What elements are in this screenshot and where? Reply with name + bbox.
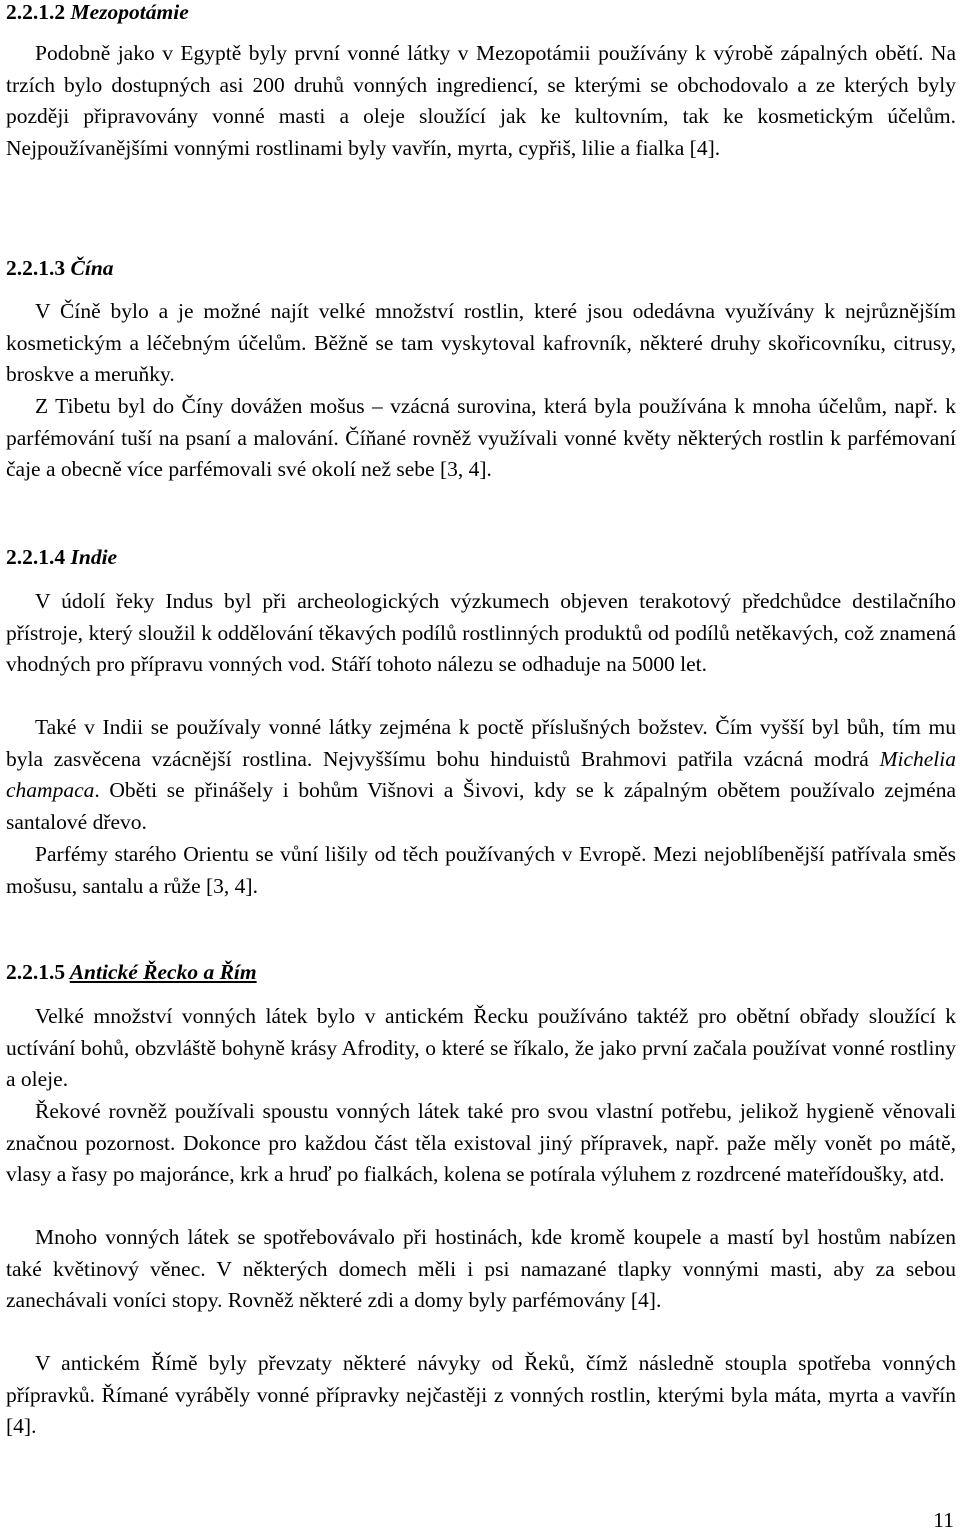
section-number: 2.2.1.2 (6, 0, 66, 24)
section-title: Indie (70, 545, 118, 569)
paragraph: V Číně bylo a je možné najít velké množství rostlin, které jsou odedávna využívány k nejrůznějším kosmetickým a léčebným účelům. Běžně se tam vyskytoval kafrovník, některé druhy skořicovníku, citrusy, broskve a meruňky. (6, 299, 956, 386)
paragraph: V antickém Římě byly převzaty některé návyky od Řeků, čímž následně stoupla spotřeba vonných přípravků. Římané vyráběly vonné přípravky nejčastěji z vonných rostlin, kterými byla máta, myrta a vavřín [4]. (6, 1351, 956, 1438)
paragraph: Velké množství vonných látek bylo v antickém Řecku používáno taktéž pro obětní obřady sloužící k uctívání bohů, obzvláště bohyně krásy Afrodity, o které se říkalo, že jako první začala používat vonné rostliny a oleje. (6, 1004, 956, 1091)
page-number: 11 (933, 1508, 954, 1532)
section-title: Antické Řecko a Řím (69, 960, 257, 984)
section-title: Čína (70, 256, 114, 280)
paragraph: Z Tibetu byl do Číny dovážen mošus – vzácná surovina, která byla používána k mnoha účelům, např. k parfémování tuší na psaní a malování. Číňané rovněž využívali vonné květy některých rostlin k parfémovaní čaje a obecně více parfémovali své okolí než sebe [3, 4]. (6, 394, 956, 481)
section-heading-china (6, 253, 114, 283)
section-number: 2.2.1.3 (6, 256, 66, 280)
section-number: 2.2.1.5 (6, 960, 66, 984)
section-title: Mezopotámie (70, 0, 189, 24)
paragraph: Podobně jako v Egyptě byly první vonné látky v Mezopotámii používány k výrobě zápalných obětí. Na trzích bylo dostupných asi 200 druhů vonných ingrediencí, se kterými se obchodovalo a ze kterých byly později připravovány vonné masti a oleje sloužící jak ke kultovním, tak ke kosmetickým účelům. Nejpoužívanějšími vonnými rostlinami byly vavřín, myrta, cypřiš, lilie a fialka [4]. (6, 41, 956, 160)
section-heading-india (6, 542, 117, 572)
section-heading-greece-rome (6, 957, 257, 987)
paragraph: Parfémy starého Orientu se vůní lišily od těch používaných v Evropě. Mezi nejoblíbenější patřívala směs mošusu, santalu a růže [3, 4]. (6, 842, 956, 898)
section-number: 2.2.1.4 (6, 545, 66, 569)
paragraph-with-italic (6, 712, 956, 838)
paragraph-text: . Oběti se přinášely i bohům Višnovi a Šivovi, kdy se k zápalným obětem používalo zejména santalové dřevo. (6, 778, 956, 834)
species-name: Michelia champaca (6, 746, 956, 802)
paragraph: Řekové rovněž používali spoustu vonných látek také pro svou vlastní potřebu, jelikož hygieně věnovali značnou pozornost. Dokonce pro každou část těla existoval jiný přípravek, např. paže měly vonět po mátě, vlasy a řasy po majoránce, krk a hruď po fialkách, kolena se potírala výluhem z rozdrcené mateřídoušky, atd. (6, 1099, 956, 1186)
paragraph-text: Také v Indii se používaly vonné látky zejména k poctě příslušných božstev. Čím vyšší byl bůh, tím mu byla zasvěcena vzácnější rostlina. Nejvyššímu bohu hinduistů Brahmovi patřila vzácná modrá (6, 715, 956, 771)
paragraph: Mnoho vonných látek se spotřebovávalo při hostinách, kde kromě koupele a mastí byl hostům nabízen také květinový věnec. V některých domech měli i psi namazané tlapky vonnými masti, aby za sebou zanechávali voníci stopy. Rovněž některé zdi a domy byly parfémovány [4]. (6, 1225, 956, 1312)
section-heading-mesopotamia (6, 0, 189, 27)
paragraph: V údolí řeky Indus byl při archeologických výzkumech objeven terakotový předchůdce destilačního přístroje, který sloužil k oddělování těkavých podílů rostlinných produktů od podílů netěkavých, což znamená vhodných pro přípravu vonných vod. Stáří tohoto nálezu se odhaduje na 5000 let. (6, 589, 956, 676)
